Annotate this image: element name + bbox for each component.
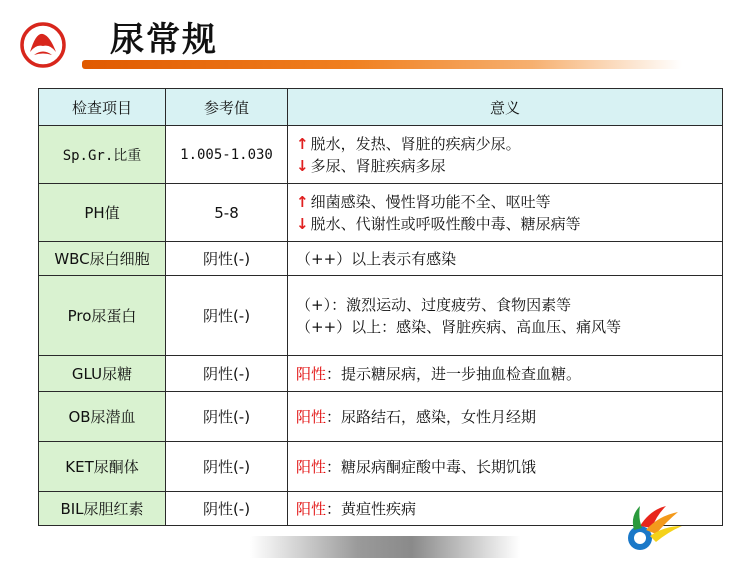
- reference-cell: 阴性(-): [166, 442, 288, 492]
- meaning-text: ：提示糖尿病，进一步抽血检查血糖。: [326, 364, 582, 383]
- meaning-cell: [288, 126, 723, 184]
- arrow-up-icon: ↑: [296, 134, 309, 153]
- meaning-cell: [288, 356, 723, 392]
- meaning-line: 细菌感染、慢性肾功能不全、呕吐等: [310, 192, 551, 211]
- meaning-cell: （++）以上表示有感染: [288, 242, 723, 276]
- meaning-line: 脱水，发热、肾脏的疾病少尿。: [310, 134, 521, 153]
- item-cell: WBC尿白细胞: [39, 242, 166, 276]
- header-item: 检查项目: [39, 89, 166, 126]
- meaning-cell: [288, 184, 723, 242]
- meaning-line: 脱水、代谢性或呼吸性酸中毒、糖尿病等: [310, 214, 581, 233]
- positive-label: 阳性: [296, 364, 327, 383]
- item-cell: PH值: [39, 184, 166, 242]
- footer-shadow-bar: [250, 536, 520, 558]
- item-cell: Sp.Gr.比重: [39, 126, 166, 184]
- table-row: [39, 392, 723, 442]
- flame-logo-icon: [622, 500, 684, 558]
- meaning-line: 多尿、肾脏疾病多尿: [310, 156, 446, 175]
- meaning-text: ：尿路结石，感染，女性月经期: [326, 407, 537, 426]
- positive-label: 阳性: [296, 457, 327, 476]
- table-row: [39, 126, 723, 184]
- reference-cell: 阴性(-): [166, 492, 288, 526]
- meaning-cell: [288, 276, 723, 356]
- item-cell: Pro尿蛋白: [39, 276, 166, 356]
- arrow-down-icon: ↓: [296, 214, 309, 233]
- table-row: [39, 356, 723, 392]
- meaning-cell: [288, 392, 723, 442]
- urinalysis-table: [38, 88, 723, 526]
- header-reference: 参考值: [166, 89, 288, 126]
- table-row: [39, 184, 723, 242]
- reference-cell: 阴性(-): [166, 276, 288, 356]
- table-row: [39, 442, 723, 492]
- header-meaning: 意义: [288, 89, 723, 126]
- table-row: [39, 276, 723, 356]
- item-cell: GLU尿糖: [39, 356, 166, 392]
- meaning-line: （++）以上：感染、肾脏疾病、高血压、痛风等: [296, 317, 622, 336]
- title-divider: [82, 60, 682, 69]
- item-cell: KET尿酮体: [39, 442, 166, 492]
- meaning-line: （+）：激烈运动、过度疲劳、食物因素等: [296, 295, 572, 314]
- reference-cell: 5-8: [166, 184, 288, 242]
- page-title: 尿常规: [110, 20, 218, 60]
- arrow-down-icon: ↓: [296, 156, 309, 175]
- reference-cell: 1.005-1.030: [166, 126, 288, 184]
- reference-cell: 阴性(-): [166, 242, 288, 276]
- arrow-up-icon: ↑: [296, 192, 309, 211]
- company-logo-icon: [20, 22, 66, 68]
- table-row: [39, 492, 723, 526]
- reference-cell: 阴性(-): [166, 356, 288, 392]
- positive-label: 阳性: [296, 499, 327, 518]
- meaning-text: ：黄疸性疾病: [326, 499, 417, 518]
- positive-label: 阳性: [296, 407, 327, 426]
- meaning-text: ：糖尿病酮症酸中毒、长期饥饿: [326, 457, 537, 476]
- meaning-cell: [288, 442, 723, 492]
- table-header-row: [39, 89, 723, 126]
- reference-cell: 阴性(-): [166, 392, 288, 442]
- table-row: [39, 242, 723, 276]
- item-cell: BIL尿胆红素: [39, 492, 166, 526]
- item-cell: OB尿潜血: [39, 392, 166, 442]
